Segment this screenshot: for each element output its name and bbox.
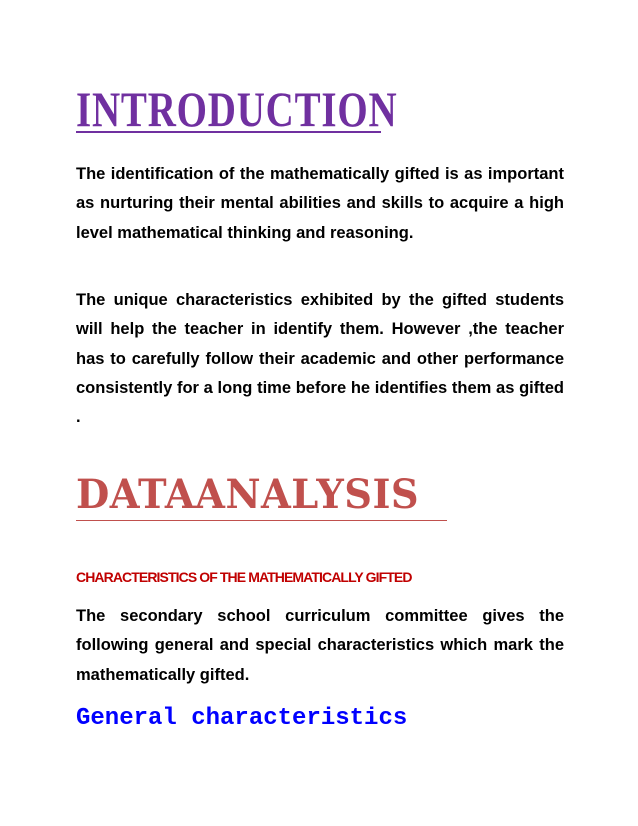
introduction-paragraph-2: The unique characteristics exhibited by the gifted students will help the teacher in identify them. However ,the teacher has to carefully follow their academic and other performance consistently for a long time before he identifies them as gifted . (76, 291, 564, 427)
characteristics-subheading: CHARACTERISTICS OF THE MATHEMATICALLY GIFTED (76, 569, 412, 585)
introduction-underline (76, 131, 381, 133)
introduction-paragraph-1: The identification of the mathematically gifted is as important as nurturing their mental abilities and skills to acquire a high level mathematical thinking and reasoning. (76, 165, 564, 242)
introduction-heading: INTRODUCTION (76, 81, 398, 137)
data-analysis-underline (76, 520, 447, 521)
general-characteristics-heading: General characteristics (76, 705, 408, 732)
data-analysis-paragraph: The secondary school curriculum committee gives the following general and special characteristics which mark the mathematically gifted. (76, 607, 564, 684)
data-analysis-heading: DATAANALYSIS (76, 471, 420, 518)
